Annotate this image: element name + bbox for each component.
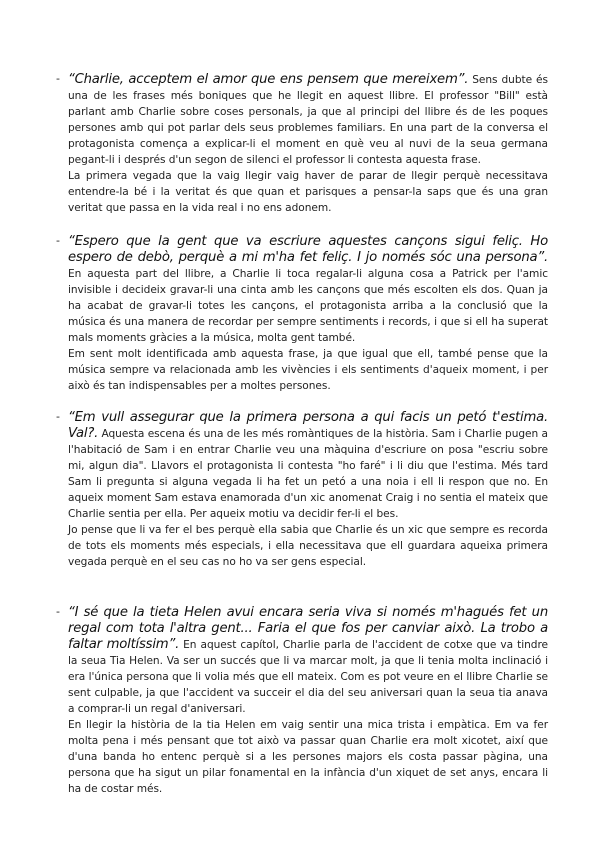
commentary-text: Sens dubte és una de les frases més boniques que he llegit en aquest llibre. El professor "Bill" està parlant amb Charlie sobre coses personals, ja que al principi del llibre és de les poques persones amb qui pot parlar dels seus problemes familiars. En una part de la conversa el protagonista comença a explicar-li el moment en què veu al nuvi de la seua germana pegant-li i després d'un segon de silenci el professor li contesta aquesta frase. [68, 74, 548, 166]
quote-text: “I sé que la tieta Helen avui encara seria viva si només m'hagués fet un regal com tota l'altra gent... Faria el que fos per canviar això. La trobo a faltar moltíssim”. [68, 605, 548, 652]
quote-text: “Espero que la gent que va escriure aquestes cançons sigui feliç. Ho espero de debò, perquè a mi m'ha fet feliç. I jo només sóc una persona”. [68, 234, 548, 265]
bullet-marker: - [56, 605, 60, 618]
quote-item-4 [56, 605, 548, 797]
quote-item-2 [56, 234, 548, 394]
quote-text: “Em vull assegurar que la primera persona a qui facis un petó t'estima. Val?. [68, 410, 548, 441]
bullet-marker: - [56, 72, 60, 85]
quote-text: “Charlie, acceptem el amor que ens pensem que mereixem”. [68, 72, 469, 87]
quote-paragraph [68, 234, 548, 346]
quote-item-3 [56, 410, 548, 570]
quote-item-1 [56, 72, 548, 216]
bullet-marker: - [56, 234, 60, 247]
reflection-paragraph: En llegir la història de la tia Helen em vaig sentir una mica trista i empàtica. Em va fer molta pena i més pensant que tot això va passar quan Charlie era molt xicotet, així que d'una banda ho entenc perquè si a les persones majors els costa passar pàgina, una persona que ha sigut un pilar fonamental en la infància d'un xiquet de set anys, encara li ha de costar més. [68, 719, 548, 795]
reflection-paragraph: Em sent molt identificada amb aquesta frase, ja que igual que ell, també pense que la música sempre va relacionada amb les vivències i els sentiments d'aqueix moment, i per això és tan indispensables per a moltes persones. [68, 348, 548, 392]
reflection-paragraph: Jo pense que li va fer el bes perquè ella sabia que Charlie és un xic que sempre es recorda de tots els moments més especials, i ella necessitava que ell guardara aqueixa primera vegada perquè en el seu cas no ho va ser gens especial. [68, 524, 548, 568]
commentary-text: En aquest capítol, Charlie parla de l'accident de cotxe que va tindre la seua Tia Helen. Va ser un succés que li va marcar molt, ja que li tenia molta inclinació i era l'única persona que li volia més que ell mateix. Com es pot veure en el llibre Charlie se sent culpable, ja que l'accident va succeir el dia del seu aniversari quan la seua tia anava a comprar-li un regal d'aniversari. [68, 639, 548, 715]
reflection-paragraph: La primera vegada que la vaig llegir vaig haver de parar de llegir perquè necessitava entendre-la bé i la veritat és que quan et parisques a pensar-la saps que és una gran veritat que passa en la vida real i no ens adonem. [68, 170, 548, 214]
commentary-text: Aquesta escena és una de les més romàntiques de la història. Sam i Charlie pugen a l'habitació de Sam i en entrar Charlie veu una màquina d'escriure on posa "escriu sobre mi, algun dia". Llavors el protagonista li contesta "ho faré" i li diu que l'estima. Més tard Sam li pregunta si alguna vegada li ha fet un petó a una noia i ell li respon que no. En aqueix moment Sam estava enamorada d'un xic anomenat Craig i no sentia el mateix que Charlie sentia per ella. Per aqueix motiu va decidir fer-li el bes. [68, 428, 548, 520]
commentary-text: En aquesta part del llibre, a Charlie li toca regalar-li alguna cosa a Patrick per l'amic invisible i decideix gravar-li una cinta amb les cançons que més escolten els dos. Quan ja ha acabat de gravar-li totes les cançons, el protagonista arriba a la conclusió que la música és una manera de recordar per sempre sentiments i records, i que si ell ha superat mals moments gràcies a la música, molta gent també. [68, 268, 548, 344]
quote-paragraph [68, 410, 548, 522]
bullet-marker: - [56, 410, 60, 423]
quote-paragraph [68, 605, 548, 717]
quote-paragraph [68, 72, 548, 168]
